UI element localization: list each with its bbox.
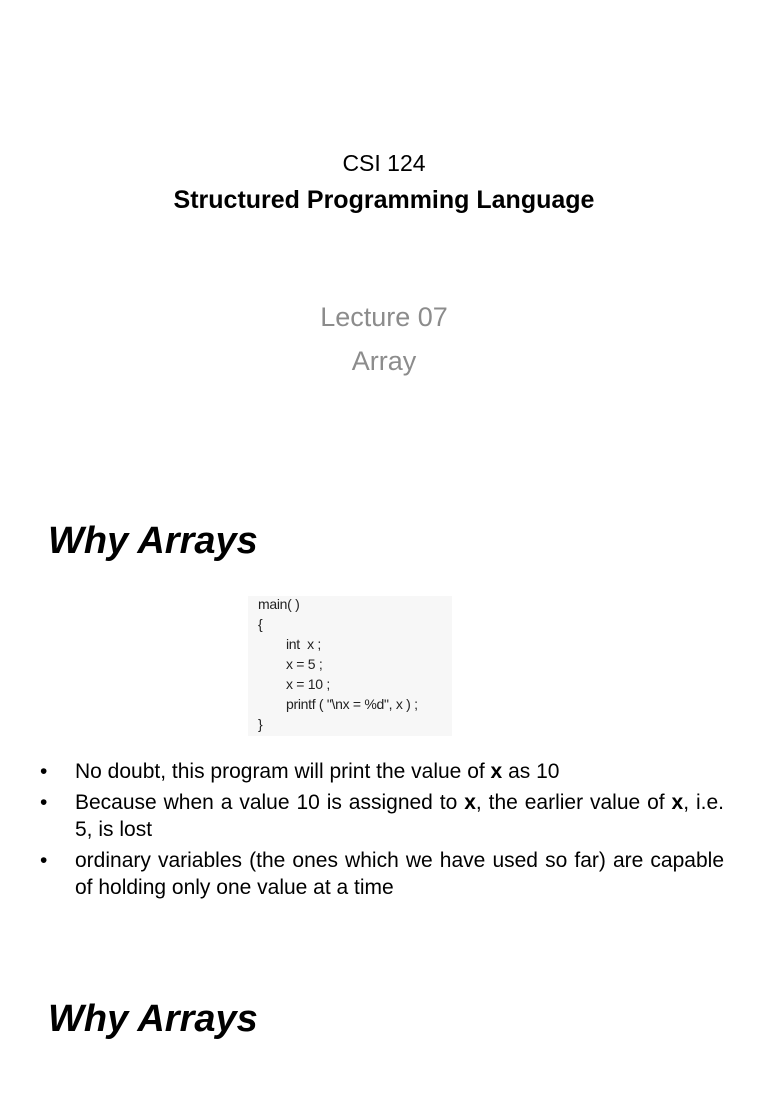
lecture-number: Lecture 07 bbox=[320, 302, 448, 332]
code-line: printf ( "\nx = %d", x ) ; bbox=[286, 696, 418, 712]
code-snippet-image bbox=[248, 596, 452, 736]
course-name: Structured Programming Language bbox=[173, 186, 595, 214]
slide-heading: Why Arrays bbox=[48, 520, 258, 562]
code-line: x = 5 ; bbox=[286, 656, 323, 672]
slide-heading: Why Arrays bbox=[48, 998, 258, 1040]
bullet-list bbox=[40, 758, 724, 905]
code-line: int x ; bbox=[286, 636, 321, 652]
title-slide bbox=[0, 0, 768, 480]
bullet-text: ordinary variables (the ones which we have used so far) are capable of holding only one value at a time bbox=[75, 849, 724, 899]
bullet-variable: x bbox=[671, 791, 684, 814]
bullet-dot-icon: • bbox=[40, 849, 48, 872]
bullet-dot-icon: • bbox=[40, 760, 48, 783]
code-line: } bbox=[258, 716, 263, 732]
code-line: x = 10 ; bbox=[286, 676, 330, 692]
course-code: CSI 124 bbox=[342, 150, 426, 176]
bullet-variable: x bbox=[464, 791, 476, 814]
bullet-dot-icon: • bbox=[40, 791, 48, 814]
code-line: { bbox=[258, 616, 263, 632]
bullet-text: , the earlier value of bbox=[475, 791, 672, 814]
bullet-item bbox=[40, 758, 724, 785]
bullet-text: , i.e. 5, is lost bbox=[75, 791, 724, 841]
bullet-item bbox=[40, 847, 724, 901]
code-line: main( ) bbox=[258, 596, 300, 612]
why-arrays-slide-continued bbox=[0, 1000, 768, 1100]
bullet-variable: x bbox=[490, 760, 503, 783]
bullet-text: as 10 bbox=[502, 760, 560, 783]
bullet-text: Because when a value 10 is assigned to bbox=[75, 791, 465, 814]
why-arrays-slide bbox=[0, 480, 768, 1000]
bullet-item bbox=[40, 789, 724, 843]
bullet-text: No doubt, this program will print the value of bbox=[75, 760, 491, 783]
lecture-topic: Array bbox=[351, 346, 417, 376]
